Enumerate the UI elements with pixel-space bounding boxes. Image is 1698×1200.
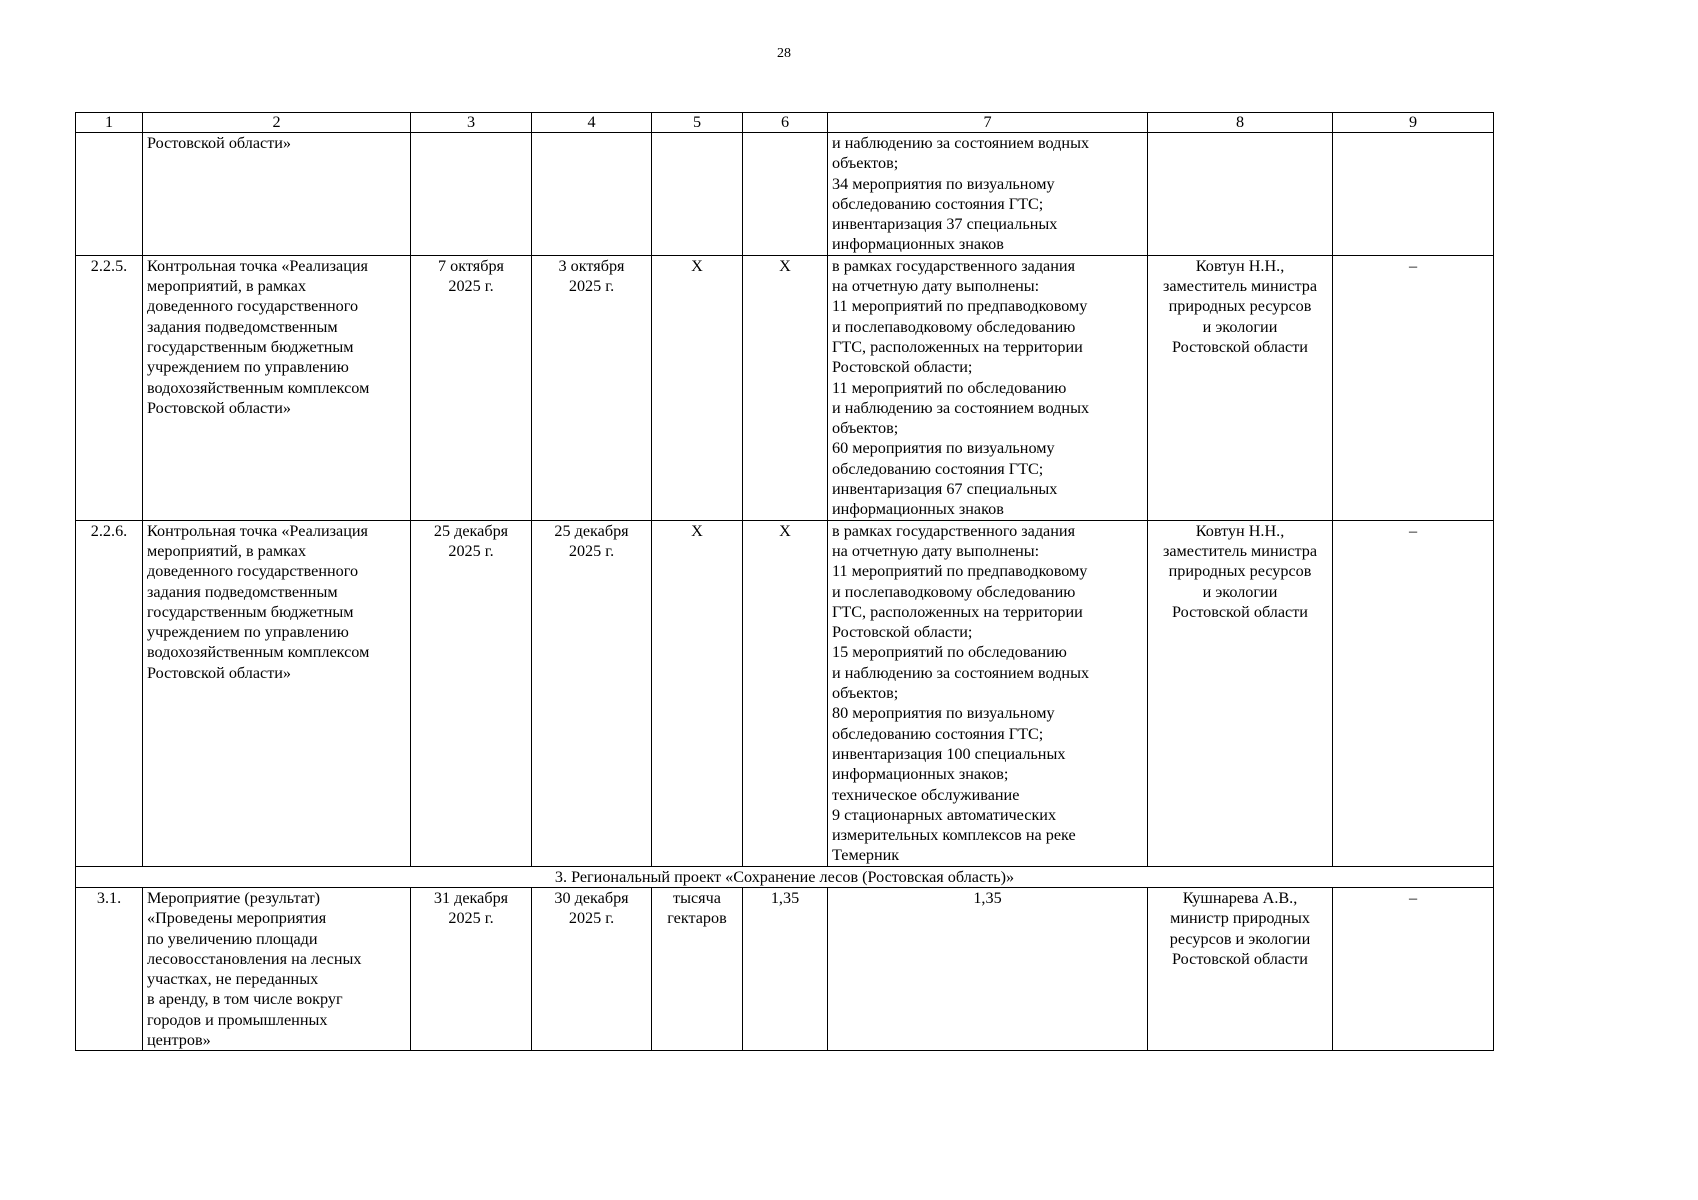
text-line: Мероприятие (результат) <box>147 888 321 907</box>
text-line: заместитель министра <box>1162 541 1318 560</box>
text-line: министр природных <box>1170 909 1310 928</box>
text-line: Ростовской области <box>1172 949 1308 968</box>
row-number-cell: 2.2.5. <box>76 255 143 520</box>
text-line: центров» <box>147 1031 211 1050</box>
unit-cell: X <box>652 520 743 866</box>
column-number-row <box>76 113 1494 133</box>
text-line: 11 мероприятий по предпаводковому <box>832 562 1088 581</box>
text-line: мероприятий, в рамках <box>147 541 307 560</box>
result-cell: 1,35 <box>828 887 1148 1050</box>
unit-cell <box>652 133 743 256</box>
text-line: водохозяйственным комплексом <box>147 643 370 662</box>
text-line: 11 мероприятий по предпаводковому <box>832 297 1088 316</box>
unit-cell: X <box>652 255 743 520</box>
text-line: природных ресурсов <box>1168 562 1312 581</box>
actual-date-cell <box>532 133 652 256</box>
text-line: и послепаводковому обследованию <box>832 317 1076 336</box>
note-cell: – <box>1333 520 1494 866</box>
table-row <box>76 255 1494 520</box>
value-cell <box>743 133 828 256</box>
text-line: Ковтун Н.Н., <box>1195 521 1285 540</box>
text-line: обследованию состояния ГТС; <box>832 459 1044 478</box>
text-line: природных ресурсов <box>1168 297 1312 316</box>
row-number-cell <box>76 133 143 256</box>
value-cell: X <box>743 520 828 866</box>
column-number: 5 <box>652 113 743 133</box>
text-line: Ростовской области <box>1172 337 1308 356</box>
text-line: заместитель министра <box>1162 277 1318 296</box>
text-line: «Проведены мероприятия <box>147 909 327 928</box>
text-line: объектов; <box>832 684 899 703</box>
text-line: 30 декабря <box>554 888 629 907</box>
text-line: обследованию состояния ГТС; <box>832 724 1044 743</box>
text-line: и послепаводковому обследованию <box>832 582 1076 601</box>
text-line: 2025 г. <box>568 909 615 928</box>
responsible-cell <box>1148 887 1333 1050</box>
text-line: и наблюдению за состоянием водных <box>832 663 1090 682</box>
text-line: 7 октября <box>438 256 504 275</box>
note-cell <box>1333 133 1494 256</box>
column-number: 1 <box>76 113 143 133</box>
text-line: 2025 г. <box>448 909 494 928</box>
column-number: 7 <box>828 113 1148 133</box>
text-line: мероприятий, в рамках <box>147 277 307 296</box>
row-number-cell: 2.2.6. <box>76 520 143 866</box>
text-line: 2025 г. <box>448 277 494 296</box>
text-line: в рамках государственного задания <box>832 256 1076 275</box>
responsible-cell <box>1148 255 1333 520</box>
text-line: техническое обслуживание <box>832 785 1020 804</box>
text-line: доведенного государственного <box>147 562 359 581</box>
text-line: объектов; <box>832 154 899 173</box>
table-row <box>76 887 1494 1050</box>
planned-date-cell <box>411 255 532 520</box>
text-line: Ростовской области; <box>832 358 973 377</box>
text-line: и наблюдению за состоянием водных <box>832 398 1090 417</box>
text-line: 34 мероприятия по визуальному <box>832 174 1055 193</box>
text-line: учреждением по управлению <box>147 623 349 642</box>
text-line: на отчетную дату выполнены: <box>832 541 1040 560</box>
text-line: по увеличению площади <box>147 929 318 948</box>
text-line: 60 мероприятия по визуальному <box>832 439 1055 458</box>
text-line: государственным бюджетным <box>147 602 354 621</box>
text-line: 2025 г. <box>568 541 615 560</box>
text-line: на отчетную дату выполнены: <box>832 277 1040 296</box>
text-line: 11 мероприятий по обследованию <box>832 378 1067 397</box>
activity-name-cell <box>143 255 411 520</box>
value-cell: 1,35 <box>743 887 828 1050</box>
text-line: ресурсов и экологии <box>1169 929 1311 948</box>
text-line: водохозяйственным комплексом <box>147 378 370 397</box>
text-line: государственным бюджетным <box>147 337 354 356</box>
text-line: доведенного государственного <box>147 297 359 316</box>
report-table <box>75 112 1494 1051</box>
text-line: ГТС, расположенных на территории <box>832 337 1083 356</box>
text-line: задания подведомственным <box>147 582 338 601</box>
text-line: 80 мероприятия по визуальному <box>832 704 1055 723</box>
text-line: Контрольная точка «Реализация <box>147 521 369 540</box>
text-line: измерительных комплексов на реке <box>832 826 1076 845</box>
text-line: в рамках государственного задания <box>832 521 1076 540</box>
table-row <box>76 520 1494 866</box>
text-line: и экологии <box>1202 317 1278 336</box>
column-number: 6 <box>743 113 828 133</box>
text-line: 2025 г. <box>448 541 494 560</box>
section-title: 3. Региональный проект «Сохранение лесов (Ростовская область)» <box>76 866 1494 887</box>
text-line: Ковтун Н.Н., <box>1195 256 1285 275</box>
text-line: участках, не переданных <box>147 970 319 989</box>
text-line: Ростовской области <box>1172 602 1308 621</box>
text-line: 2025 г. <box>568 277 615 296</box>
text-line: и экологии <box>1202 582 1278 601</box>
result-cell <box>828 255 1148 520</box>
responsible-cell <box>1148 133 1333 256</box>
text-line: 3 октября <box>558 256 625 275</box>
text-line: информационных знаков <box>832 235 1004 254</box>
actual-date-cell <box>532 255 652 520</box>
text-line: учреждением по управлению <box>147 358 349 377</box>
section-header-row <box>76 866 1494 887</box>
responsible-cell <box>1148 520 1333 866</box>
row-number-cell: 3.1. <box>76 887 143 1050</box>
column-number: 8 <box>1148 113 1333 133</box>
text-line: Ростовской области» <box>147 663 292 682</box>
text-line: 25 декабря <box>554 521 629 540</box>
column-number: 2 <box>143 113 411 133</box>
result-cell <box>828 133 1148 256</box>
text-line: Ростовской области» <box>147 398 292 417</box>
column-number: 9 <box>1333 113 1494 133</box>
text-line: 31 декабря <box>433 888 509 907</box>
text-line: Ростовской области; <box>832 623 973 642</box>
text-line: инвентаризация 100 специальных <box>832 744 1066 763</box>
text-line: 9 стационарных автоматических <box>832 805 1057 824</box>
text-line: тысяча <box>673 888 721 907</box>
text-line: гектаров <box>667 909 727 928</box>
unit-cell <box>652 887 743 1050</box>
text-line: в аренду, в том числе вокруг <box>147 990 343 1009</box>
actual-date-cell <box>532 887 652 1050</box>
text-line: городов и промышленных <box>147 1010 328 1029</box>
note-cell: – <box>1333 255 1494 520</box>
column-number: 3 <box>411 113 532 133</box>
text-line: инвентаризация 37 специальных <box>832 215 1058 234</box>
text-line: информационных знаков <box>832 500 1004 519</box>
activity-name-cell <box>143 887 411 1050</box>
note-cell: – <box>1333 887 1494 1050</box>
text-line: инвентаризация 67 специальных <box>832 480 1058 499</box>
text-line: Кушнарева А.В., <box>1182 888 1298 907</box>
text-line: 25 декабря <box>433 521 509 540</box>
planned-date-cell <box>411 133 532 256</box>
text-line: лесовосстановления на лесных <box>147 949 362 968</box>
result-cell <box>828 520 1148 866</box>
text-line: информационных знаков; <box>832 765 1009 784</box>
column-number: 4 <box>532 113 652 133</box>
activity-name-cell <box>143 133 411 256</box>
planned-date-cell <box>411 520 532 866</box>
text-line: ГТС, расположенных на территории <box>832 602 1083 621</box>
text-line: Темерник <box>832 846 900 865</box>
text-line: и наблюдению за состоянием водных <box>832 134 1090 152</box>
continuation-row <box>76 133 1494 256</box>
text-line: задания подведомственным <box>147 317 338 336</box>
activity-name-cell <box>143 520 411 866</box>
text-line: обследованию состояния ГТС; <box>832 194 1044 213</box>
actual-date-cell <box>532 520 652 866</box>
text-line: объектов; <box>832 419 899 438</box>
text-line: Ростовской области» <box>147 134 292 152</box>
value-cell: X <box>743 255 828 520</box>
page-number: 28 <box>777 46 791 61</box>
planned-date-cell <box>411 887 532 1050</box>
text-line: 15 мероприятий по обследованию <box>832 643 1067 662</box>
text-line: Контрольная точка «Реализация <box>147 256 369 275</box>
